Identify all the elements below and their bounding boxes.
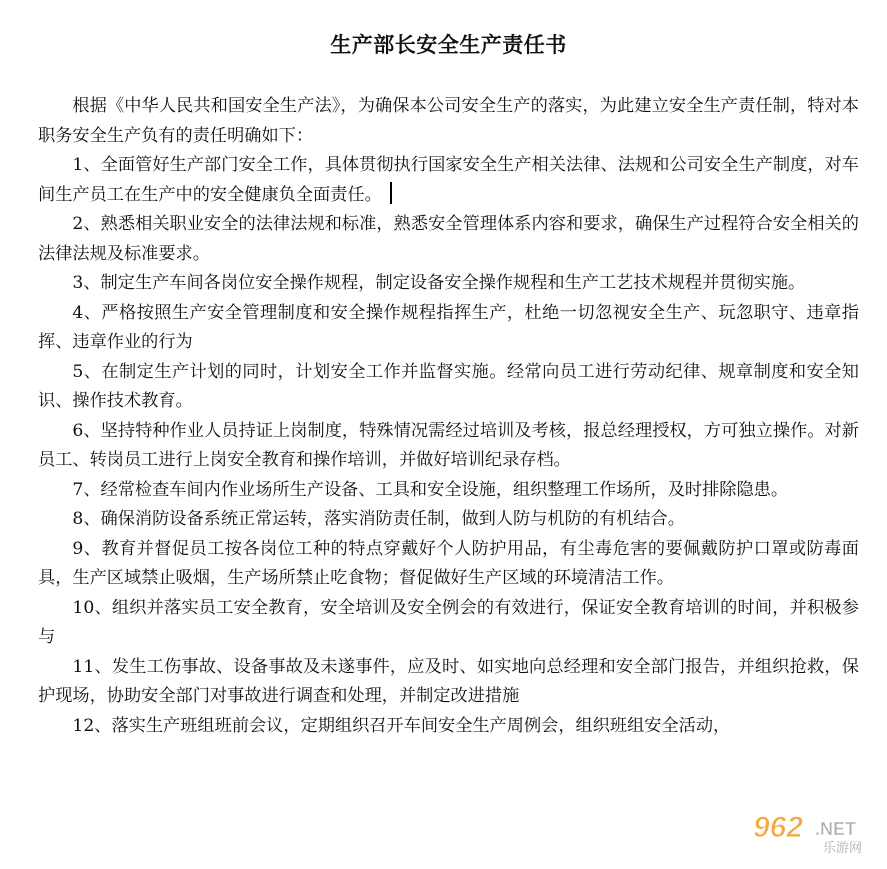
clause-10: 10、组织并落实员工安全教育，安全培训及安全例会的有效进行，保证安全教育培训的时间，并积极参与	[38, 597, 859, 647]
clause-5: 5、在制定生产计划的同时，计划安全工作并监督实施。经常向员工进行劳动纪律、规章制度和安全知识、操作技术教育。	[38, 361, 859, 411]
clause-11: 11、发生工伤事故、设备事故及未遂事件，应及时、如实地向总经理和安全部门报告，并组织抢救，保护现场，协助安全部门对事故进行调查和处理，并制定改进措施	[38, 656, 859, 706]
text-cursor	[390, 182, 392, 204]
document-title: 生产部长安全生产责任书	[330, 32, 567, 57]
clause-2: 2、熟悉相关职业安全的法律法规和标准，熟悉安全管理体系内容和要求，确保生产过程符合安全相关的法律法规及标准要求。	[38, 214, 859, 264]
watermark-suffix: .NET	[815, 819, 857, 839]
clause-7: 7、经常检查车间内作业场所生产设备、工具和安全设施，组织整理工作场所，及时排除隐患。	[72, 479, 789, 500]
watermark-brand: 962	[753, 811, 804, 844]
clause-3: 3、制定生产车间各岗位安全操作规程，制定设备安全操作规程和生产工艺技术规程并贯彻实施。	[72, 273, 806, 293]
clause-1-text: 1、全面管好生产部门安全工作，具体贯彻执行国家安全生产相关法律、法规和公司安全生产制度，对车间生产员工在生产中的安全健康负全面责任。	[38, 155, 859, 205]
clause-1	[38, 151, 859, 210]
watermark-subtitle: 乐游网	[823, 841, 863, 855]
clause-6: 6、坚持特种作业人员持证上岗制度，特殊情况需经过培训及考核，报总经理授权，方可独立操作。对新员工、转岗员工进行上岗安全教育和操作培训，并做好培训纪录存档。	[38, 420, 859, 470]
site-watermark-logo	[751, 807, 881, 855]
clause-12: 12、落实生产班组班前会议，定期组织召开车间安全生产周例会，组织班组安全活动，	[72, 715, 731, 736]
intro-paragraph: 根据《中华人民共和国安全生产法》，为确保本公司安全生产的落实，为此建立安全生产责任制，特对本职务安全生产负有的责任明确如下：	[38, 96, 859, 146]
clause-4: 4、严格按照生产安全管理制度和安全操作规程指挥生产，杜绝一切忽视安全生产、玩忽职守、违章指挥、违章作业的行为	[38, 302, 859, 352]
clause-8: 8、确保消防设备系统正常运转，落实消防责任制，做到人防与机防的有机结合。	[72, 509, 685, 529]
clause-9: 9、教育并督促员工按各岗位工种的特点穿戴好个人防护用品，有尘毒危害的要佩戴防护口罩或防毒面具，生产区域禁止吸烟，生产场所禁止吃食物；督促做好生产区域的环境清洁工作。	[38, 538, 859, 588]
